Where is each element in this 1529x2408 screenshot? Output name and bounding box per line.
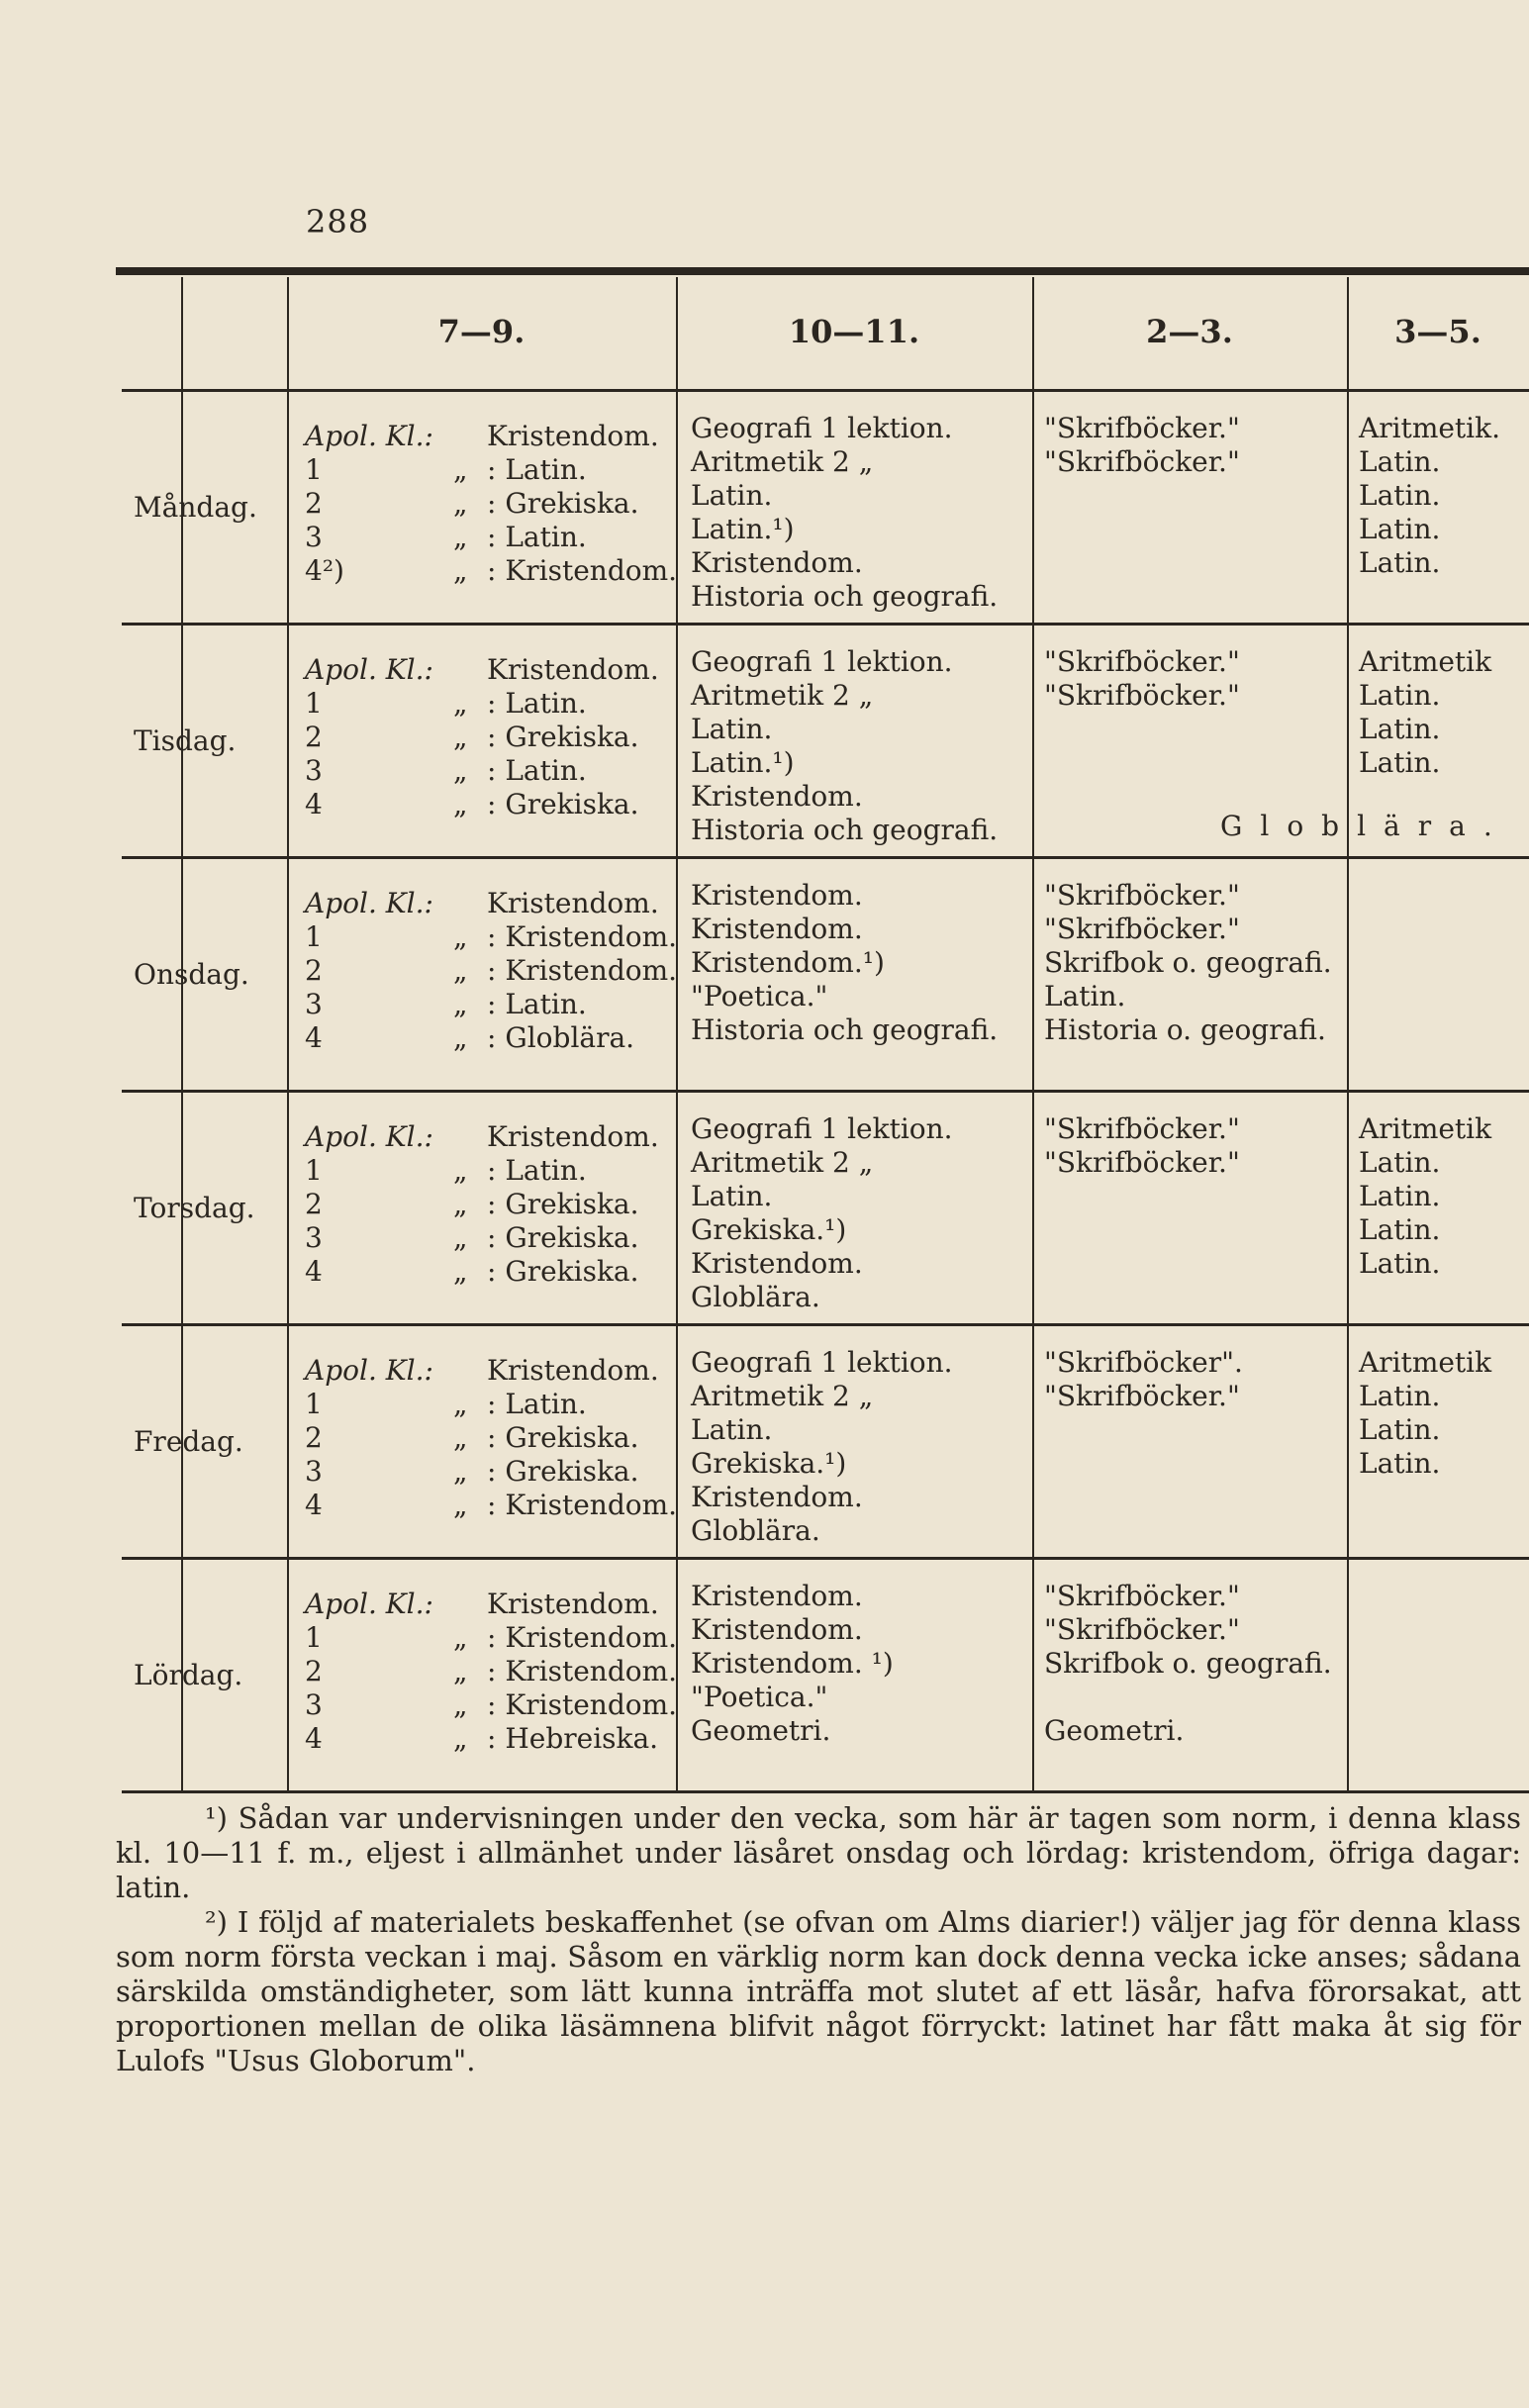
subject-line: Kristendom. xyxy=(691,780,863,813)
subject-line: "Skrifböcker." xyxy=(1044,913,1240,945)
subject: : Kristendom. xyxy=(487,920,678,953)
subjects-3-5 xyxy=(1359,1112,1491,1281)
class-name: Apol. Kl.: xyxy=(305,1354,433,1387)
class-name: Apol. Kl.: xyxy=(305,420,433,452)
class-name: 1 xyxy=(305,1621,323,1654)
subject: : Hebreiska. xyxy=(487,1722,659,1755)
subject-line: Geografi 1 lektion. xyxy=(691,412,953,444)
ditto-mark: „ xyxy=(453,1621,468,1654)
subject-line: "Skrifböcker." xyxy=(1044,645,1240,678)
class-name: 4²) xyxy=(305,554,344,587)
subject-line: Latin. xyxy=(691,479,773,512)
class-name: Apol. Kl.: xyxy=(305,887,433,919)
ditto-mark: „ xyxy=(453,1021,468,1054)
subject-line: Latin. xyxy=(691,1413,773,1446)
class-name: 4 xyxy=(305,1021,323,1054)
class-row xyxy=(305,554,677,588)
class-row xyxy=(305,788,659,821)
column-divider xyxy=(1032,1093,1034,1323)
class-name: 2 xyxy=(305,954,323,987)
column-divider xyxy=(1347,1093,1349,1323)
column-divider xyxy=(1032,1560,1034,1790)
class-name: Apol. Kl.: xyxy=(305,1588,433,1620)
day-row xyxy=(122,1560,1529,1793)
day-label: Lördag. xyxy=(134,1659,243,1691)
ditto-mark: „ xyxy=(453,1421,468,1454)
header-2-3: 2—3. xyxy=(1146,313,1233,350)
day-row xyxy=(122,1093,1529,1326)
ditto-mark: „ xyxy=(453,721,468,753)
subject-line: Aritmetik 2 „ xyxy=(691,445,874,478)
subjects-3-5 xyxy=(1359,1346,1491,1481)
class-name: 2 xyxy=(305,1188,323,1220)
class-row xyxy=(305,1255,659,1289)
column-divider xyxy=(1347,1326,1349,1557)
class-row xyxy=(305,1688,677,1722)
subject-line: Latin. xyxy=(1359,1380,1441,1412)
subjects-3-5 xyxy=(1359,645,1491,780)
subject-line: Latin. xyxy=(691,1180,773,1212)
subject: : Grekiska. xyxy=(487,721,639,753)
column-divider xyxy=(287,392,289,623)
subject-line: Aritmetik xyxy=(1359,645,1492,678)
column-divider xyxy=(1032,859,1034,1090)
subject: : Latin. xyxy=(487,1154,587,1187)
globlara-note: Globlära. xyxy=(1220,810,1510,842)
subject-line: Historia och geografi. xyxy=(691,1013,999,1046)
class-name: 2 xyxy=(305,721,323,753)
subject: : Grekiska. xyxy=(487,1421,639,1454)
class-row xyxy=(305,420,677,453)
class-row xyxy=(305,1621,677,1655)
column-divider xyxy=(1347,859,1349,1090)
subject: : Latin. xyxy=(487,988,587,1020)
subject: : Latin. xyxy=(487,521,587,553)
page-number: 288 xyxy=(306,203,370,241)
class-name: 3 xyxy=(305,1455,323,1488)
ditto-mark xyxy=(453,1120,487,1154)
subjects-2-3 xyxy=(1044,412,1240,479)
schedule-table xyxy=(122,277,1529,1793)
ditto-mark xyxy=(453,653,487,687)
subject: : Kristendom. xyxy=(487,954,678,987)
ditto-mark xyxy=(453,1354,487,1388)
class-name: 3 xyxy=(305,754,323,787)
class-row xyxy=(305,521,677,554)
subject-line: Latin. xyxy=(1359,746,1441,779)
subject-line: Latin. xyxy=(1359,713,1441,745)
subject-line: Latin.¹) xyxy=(691,746,795,779)
day-label: Måndag. xyxy=(134,491,257,524)
column-divider xyxy=(287,1093,289,1323)
top-rule xyxy=(116,267,1529,275)
ditto-mark: „ xyxy=(453,1655,468,1687)
class-name: 1 xyxy=(305,1388,323,1420)
class-row xyxy=(305,1188,659,1221)
table-header xyxy=(122,277,1529,392)
subject-line: Aritmetik 2 „ xyxy=(691,1380,874,1412)
class-row xyxy=(305,1120,659,1154)
day-row xyxy=(122,1326,1529,1560)
subject-line: Aritmetik 2 „ xyxy=(691,1146,874,1179)
subjects-2-3 xyxy=(1044,1346,1243,1413)
ditto-mark: „ xyxy=(453,1255,468,1288)
subject-line: Skrifbok o. geografi. xyxy=(1044,1647,1332,1680)
class-row xyxy=(305,687,659,721)
subject-line: Geografi 1 lektion. xyxy=(691,1346,953,1379)
subject-line: Aritmetik xyxy=(1359,1112,1492,1145)
subjects-3-5 xyxy=(1359,412,1500,580)
ditto-mark: „ xyxy=(453,1722,468,1755)
class-subjects-7-9 xyxy=(305,1354,677,1522)
subject-line: "Skrifböcker." xyxy=(1044,412,1240,444)
subject-line: Aritmetik. xyxy=(1359,412,1501,444)
class-row xyxy=(305,754,659,788)
subject: Kristendom. xyxy=(487,887,659,919)
subject-line: Kristendom. xyxy=(691,1247,863,1280)
class-name: 4 xyxy=(305,1489,323,1521)
class-row xyxy=(305,1722,677,1756)
subject: Kristendom. xyxy=(487,1354,659,1387)
subject: : Globlära. xyxy=(487,1021,635,1054)
subject-line: Grekiska.¹) xyxy=(691,1213,847,1246)
subject-line: Historia o. geografi. xyxy=(1044,1013,1326,1046)
subject-line: Kristendom. xyxy=(691,913,863,945)
class-row xyxy=(305,954,677,988)
subjects-2-3 xyxy=(1044,645,1240,713)
subject-line: Skrifbok o. geografi. xyxy=(1044,946,1332,979)
subject-line: Historia och geografi. xyxy=(691,580,999,613)
ditto-mark: „ xyxy=(453,788,468,820)
subject-line: Geografi 1 lektion. xyxy=(691,1112,953,1145)
subjects-2-3 xyxy=(1044,879,1332,1047)
subject-line: Aritmetik 2 „ xyxy=(691,679,874,712)
subject: : Grekiska. xyxy=(487,1255,639,1288)
class-name: 3 xyxy=(305,1688,323,1721)
subject-line: Latin. xyxy=(1359,1247,1441,1280)
subject-line: "Poetica." xyxy=(691,980,828,1012)
subject: : Latin. xyxy=(487,754,587,787)
subject-line: Latin. xyxy=(691,713,773,745)
class-name: 1 xyxy=(305,687,323,720)
subject-line: Geometri. xyxy=(1044,1714,1185,1747)
class-row xyxy=(305,988,677,1021)
subjects-10-11 xyxy=(691,1346,953,1548)
subject-line: Globlära. xyxy=(691,1281,820,1313)
class-row xyxy=(305,1655,677,1688)
class-row xyxy=(305,653,659,687)
class-row xyxy=(305,1388,677,1421)
subject-line: Latin. xyxy=(1359,1213,1441,1246)
class-row xyxy=(305,1021,677,1055)
subject-line: Aritmetik xyxy=(1359,1346,1492,1379)
class-name: 4 xyxy=(305,788,323,820)
day-label: Fredag. xyxy=(134,1425,243,1458)
day-label: Tisdag. xyxy=(134,724,237,757)
header-7-9: 7—9. xyxy=(437,313,526,350)
subject: : Grekiska. xyxy=(487,788,639,820)
class-row xyxy=(305,453,677,487)
column-divider xyxy=(1032,392,1034,623)
ditto-mark: „ xyxy=(453,754,468,787)
subject-line: Kristendom.¹) xyxy=(691,946,885,979)
header-3-5: 3—5. xyxy=(1394,313,1481,350)
header-10-11: 10—11. xyxy=(788,313,920,350)
ditto-mark: „ xyxy=(453,487,468,520)
subject: : Grekiska. xyxy=(487,487,639,520)
class-subjects-7-9 xyxy=(305,1588,677,1756)
subject-line: Latin. xyxy=(1359,1146,1441,1179)
footnote-1: ¹) Sådan var undervisningen under den vecka, som här är tagen som norm, i denna klass kl. 10—11 f. m., eljest i allmänhet under läsåret onsdag och lördag: kristendom, öfriga dagar: latin. xyxy=(116,1801,1521,1904)
class-name: Apol. Kl.: xyxy=(305,653,433,686)
subject: Kristendom. xyxy=(487,1588,659,1620)
subject-line: "Skrifböcker." xyxy=(1044,1580,1240,1612)
column-divider xyxy=(676,626,678,856)
subject-line: Kristendom. xyxy=(691,1613,863,1646)
column-divider xyxy=(287,626,289,856)
ditto-mark: „ xyxy=(453,1388,468,1420)
class-row xyxy=(305,887,677,920)
day-rows xyxy=(122,392,1529,1793)
day-row xyxy=(122,392,1529,626)
class-subjects-7-9 xyxy=(305,420,677,588)
subject-line: "Skrifböcker." xyxy=(1044,1380,1240,1412)
subject-line: Geometri. xyxy=(691,1714,831,1747)
subject: : Kristendom. xyxy=(487,1489,678,1521)
class-name: 2 xyxy=(305,487,323,520)
subject: : Grekiska. xyxy=(487,1188,639,1220)
class-name: 4 xyxy=(305,1722,323,1755)
subject-line: Kristendom. xyxy=(691,546,863,579)
class-name: Apol. Kl.: xyxy=(305,1120,433,1153)
subject-line: "Skrifböcker." xyxy=(1044,679,1240,712)
subjects-10-11 xyxy=(691,412,998,614)
subject: : Kristendom. xyxy=(487,1621,678,1654)
class-row xyxy=(305,721,659,754)
subject-line: Latin. xyxy=(1359,479,1441,512)
class-row xyxy=(305,1354,677,1388)
subject-line xyxy=(1044,1681,1332,1714)
subject-line: Latin. xyxy=(1359,679,1441,712)
footnotes xyxy=(116,1801,1521,2078)
ditto-mark: „ xyxy=(453,1221,468,1254)
subject: Kristendom. xyxy=(487,653,659,686)
day-label: Onsdag. xyxy=(134,958,249,991)
subject-line: Historia och geografi. xyxy=(691,814,999,846)
class-name: 1 xyxy=(305,1154,323,1187)
class-row xyxy=(305,487,677,521)
subject-line: Latin. xyxy=(1359,546,1441,579)
subject-line: "Skrifböcker." xyxy=(1044,1146,1240,1179)
subject-line: "Poetica." xyxy=(691,1681,828,1713)
subject-line: "Skrifböcker." xyxy=(1044,1613,1240,1646)
subjects-10-11 xyxy=(691,879,998,1047)
subject-line: Latin. xyxy=(1359,513,1441,545)
column-divider xyxy=(1032,1326,1034,1557)
class-name: 2 xyxy=(305,1421,323,1454)
class-name: 3 xyxy=(305,521,323,553)
subject-line: "Skrifböcker". xyxy=(1044,1346,1243,1379)
class-subjects-7-9 xyxy=(305,887,677,1055)
class-row xyxy=(305,1421,677,1455)
footnote-2: ²) I följd af materialets beskaffenhet (se ofvan om Alms diarier!) väljer jag för denna klass som norm första veckan i maj. Såsom en värklig norm kan dock denna vecka icke anses; sådana särskilda omständigheter, som lätt kunna inträffa mot slutet af ett läsår, hafva förorsakat, att proportionen mellan de olika läsämnena blifvit något förryckt: latinet har fått maka åt sig för Lulofs "Usus Globorum". xyxy=(116,1905,1521,2077)
class-name: 1 xyxy=(305,920,323,953)
ditto-mark: „ xyxy=(453,1455,468,1488)
subject-line: Latin. xyxy=(1359,1413,1441,1446)
column-divider xyxy=(287,859,289,1090)
subjects-2-3 xyxy=(1044,1580,1332,1748)
column-divider xyxy=(1347,1560,1349,1790)
subject-line: Geografi 1 lektion. xyxy=(691,645,953,678)
subject-line: Globlära. xyxy=(691,1514,820,1547)
subject-line: Kristendom. ¹) xyxy=(691,1647,894,1680)
subject-line: Latin.¹) xyxy=(691,513,795,545)
class-name: 3 xyxy=(305,1221,323,1254)
subjects-10-11 xyxy=(691,645,998,847)
class-row xyxy=(305,1455,677,1489)
ditto-mark: „ xyxy=(453,1188,468,1220)
class-row xyxy=(305,1154,659,1188)
ditto-mark: „ xyxy=(453,453,468,486)
class-row xyxy=(305,1489,677,1522)
subject-line: Latin. xyxy=(1359,1180,1441,1212)
column-divider xyxy=(676,1093,678,1323)
ditto-mark: „ xyxy=(453,1154,468,1187)
subject-line: "Skrifböcker." xyxy=(1044,445,1240,478)
class-subjects-7-9 xyxy=(305,1120,659,1289)
subject: : Latin. xyxy=(487,687,587,720)
class-name: 2 xyxy=(305,1655,323,1687)
subject: : Latin. xyxy=(487,1388,587,1420)
ditto-mark: „ xyxy=(453,521,468,553)
subjects-10-11 xyxy=(691,1112,953,1314)
subject: : Kristendom. xyxy=(487,1655,678,1687)
class-row xyxy=(305,920,677,954)
column-divider xyxy=(1347,392,1349,623)
subject: : Kristendom. xyxy=(487,1688,678,1721)
subject: Kristendom. xyxy=(487,1120,659,1153)
ditto-mark: „ xyxy=(453,554,468,587)
class-name: 1 xyxy=(305,453,323,486)
day-label: Torsdag. xyxy=(134,1192,255,1224)
subject: : Latin. xyxy=(487,453,587,486)
ditto-mark xyxy=(453,1588,487,1621)
ditto-mark: „ xyxy=(453,687,468,720)
subject-line: "Skrifböcker." xyxy=(1044,879,1240,912)
ditto-mark xyxy=(453,887,487,920)
class-row xyxy=(305,1588,677,1621)
subjects-2-3 xyxy=(1044,1112,1240,1180)
class-name: 3 xyxy=(305,988,323,1020)
class-name: 4 xyxy=(305,1255,323,1288)
subject: : Kristendom. xyxy=(487,554,678,587)
column-divider xyxy=(287,1560,289,1790)
ditto-mark: „ xyxy=(453,1489,468,1521)
ditto-mark: „ xyxy=(453,954,468,987)
subject-line: Kristendom. xyxy=(691,879,863,912)
ditto-mark: „ xyxy=(453,920,468,953)
subjects-10-11 xyxy=(691,1580,894,1748)
subject-line: Latin. xyxy=(1044,980,1126,1012)
subject-line: Grekiska.¹) xyxy=(691,1447,847,1480)
day-row xyxy=(122,626,1529,859)
subject-line: Latin. xyxy=(1359,445,1441,478)
subject: Kristendom. xyxy=(487,420,659,452)
subject-line: Kristendom. xyxy=(691,1481,863,1513)
subject-line: Kristendom. xyxy=(691,1580,863,1612)
column-divider xyxy=(181,277,183,389)
subject-line: Latin. xyxy=(1359,1447,1441,1480)
day-row xyxy=(122,859,1529,1093)
ditto-mark: „ xyxy=(453,988,468,1020)
subject: : Grekiska. xyxy=(487,1221,639,1254)
ditto-mark xyxy=(453,420,487,453)
column-divider xyxy=(287,1326,289,1557)
subject-line: "Skrifböcker." xyxy=(1044,1112,1240,1145)
column-divider xyxy=(1032,626,1034,856)
class-row xyxy=(305,1221,659,1255)
ditto-mark: „ xyxy=(453,1688,468,1721)
subject: : Grekiska. xyxy=(487,1455,639,1488)
class-subjects-7-9 xyxy=(305,653,659,821)
